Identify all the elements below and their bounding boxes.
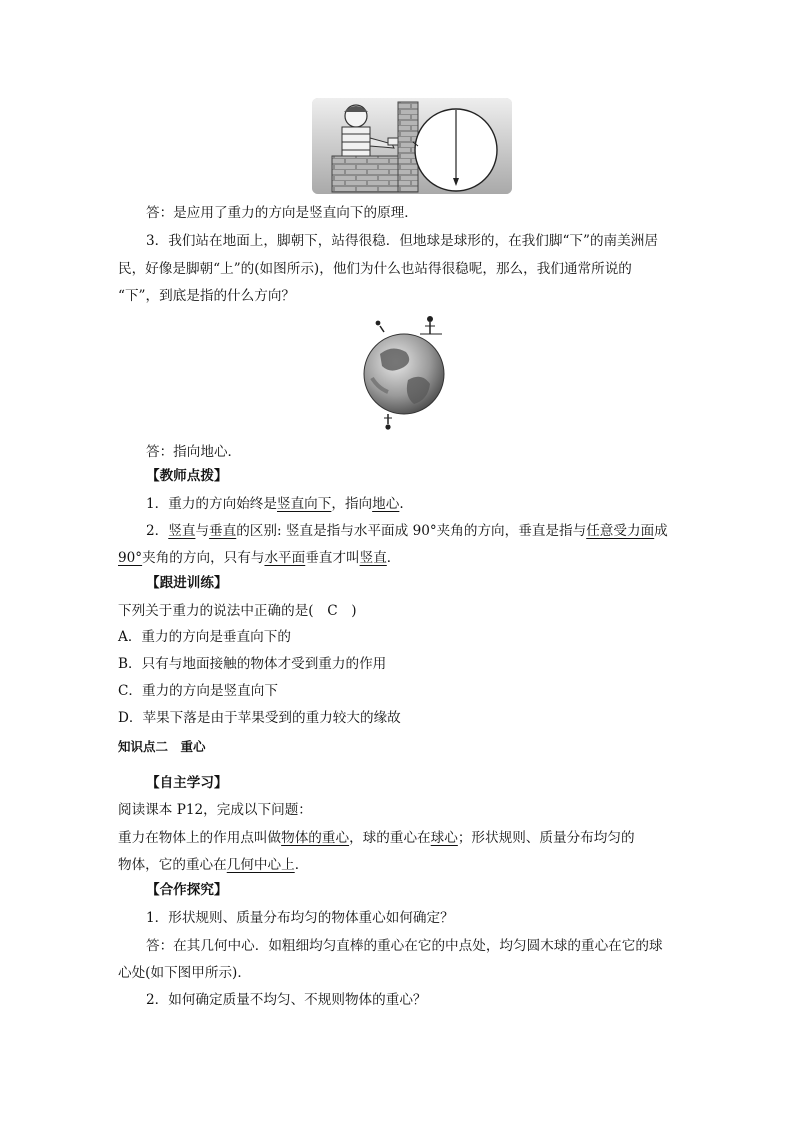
answer-blank: 水平面 [264, 550, 306, 566]
answer-blank: 地心 [372, 496, 400, 512]
answer-blank: 竖直 [359, 550, 387, 566]
globe-figure [358, 308, 450, 430]
self-study-heading: 【自主学习】 [146, 775, 228, 791]
question-3-line-2: 民，好像是脚朝“上”的(如图所示)，他们为什么也站得很稳呢，那么，我们通常所说的 [118, 261, 632, 277]
teacher-point-1: 1．重力的方向始终是竖直向下，指向地心. [146, 496, 404, 512]
practice-heading: 【跟进训练】 [146, 575, 228, 591]
answer-2: 答：指向地心． [146, 444, 242, 460]
answer-blank: 几何中心上 [226, 857, 295, 873]
center-of-gravity-line-2: 物体，它的重心在几何中心上． [118, 857, 309, 873]
cooperation-heading: 【合作探究】 [146, 882, 228, 898]
answer-1: 答：是应用了重力的方向是竖直向下的原理． [146, 205, 418, 221]
answer-blank: 90° [118, 550, 143, 566]
answer-blank: 垂直 [209, 523, 237, 539]
answer-blank: 竖直 [168, 523, 196, 539]
cooperation-answer-1-line-1: 答：在其几何中心．如粗细均匀直棒的重心在它的中点处，均匀圆木球的重心在它的球 [146, 938, 663, 954]
teacher-heading: 【教师点拨】 [146, 468, 228, 484]
cooperation-question-1: 1．形状规则、质量分布均匀的物体重心如何确定？ [146, 910, 454, 926]
center-of-gravity-line-1: 重力在物体上的作用点叫做物体的重心，球的重心在球心；形状规则、质量分布均匀的 [118, 830, 635, 846]
question-3-line-1: 3．我们站在地面上，脚朝下，站得很稳．但地球是球形的，在我们脚“下”的南美洲居 [146, 233, 658, 249]
option-a: A．重力的方向是垂直向下的 [118, 629, 291, 645]
self-study-read: 阅读课本 P12，完成以下问题： [118, 802, 312, 818]
cooperation-question-2: 2．如何确定质量不均匀、不规则物体的重心？ [146, 992, 427, 1008]
knowledge-point-2: 知识点二 重心 [118, 739, 206, 754]
teacher-point-2-line-1: 2．竖直与垂直的区别: 竖直是指与水平面成 90°夹角的方向，垂直是指与任意受力面成 [146, 523, 668, 539]
answer-blank: 竖直向下 [277, 496, 332, 512]
answer-blank: 物体的重心 [281, 830, 350, 846]
answer-blank: 球心 [430, 830, 458, 846]
option-b: B．只有与地面接触的物体才受到重力的作用 [118, 656, 387, 672]
teacher-point-2-line-2: 90°夹角的方向，只有与水平面垂直才叫竖直． [118, 550, 401, 566]
option-c: C．重力的方向是竖直向下 [118, 683, 278, 699]
practice-question: 下列关于重力的说法中正确的是( C ) [118, 603, 357, 619]
question-3-line-3: “下”，到底是指的什么方向？ [118, 288, 296, 304]
bricklayer-figure [312, 98, 512, 194]
option-d: D．苹果下落是由于苹果受到的重力较大的缘故 [118, 710, 401, 726]
answer-blank: 任意受力面 [586, 523, 655, 539]
cooperation-answer-1-line-2: 心处(如下图甲所示)． [118, 965, 251, 981]
